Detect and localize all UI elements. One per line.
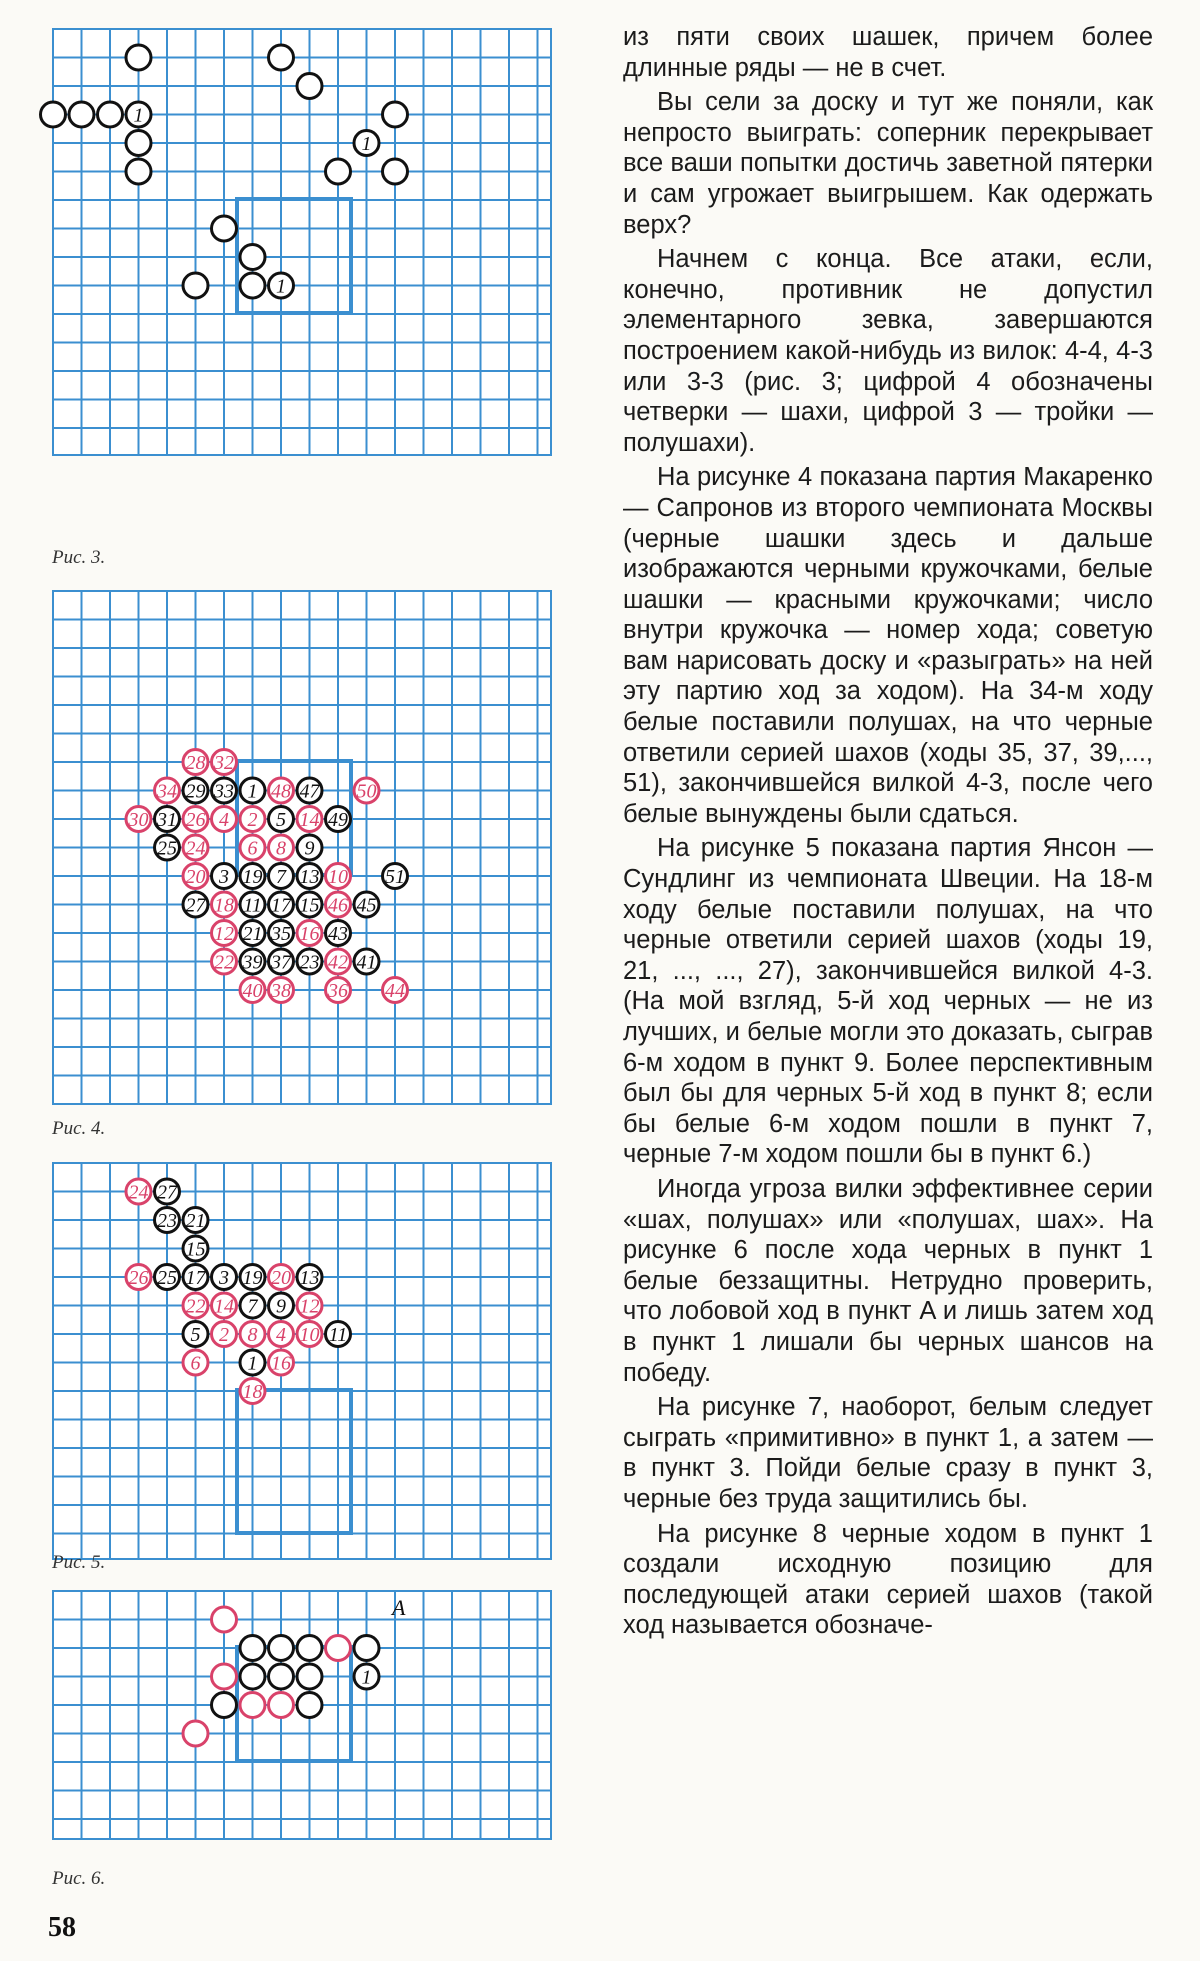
page-number: 58: [48, 1912, 76, 1943]
move-number: 5: [190, 1324, 201, 1346]
caption-fig5: Рис. 5.: [52, 1552, 106, 1573]
move-number: 46: [328, 894, 348, 917]
move-number: 47: [299, 780, 320, 803]
black-stone: [297, 1693, 322, 1718]
board-fig5: [52, 1162, 552, 1560]
move-number: 23: [157, 1210, 177, 1232]
move-number: 1: [133, 104, 144, 127]
board-fig3: [52, 28, 552, 456]
move-number: 5: [276, 809, 286, 831]
move-number: 28: [185, 752, 206, 774]
move-number: 4: [276, 1324, 286, 1346]
move-number: 16: [299, 923, 320, 945]
move-number: 30: [128, 809, 149, 831]
move-number: 8: [276, 837, 286, 860]
move-number: 22: [214, 951, 234, 974]
move-number: 50: [356, 780, 377, 803]
move-number: 9: [304, 837, 315, 860]
move-number: 35: [271, 923, 291, 945]
black-stone: [41, 102, 66, 127]
caption-fig4: Рис. 4.: [52, 1118, 106, 1139]
black-stone: [240, 1636, 265, 1661]
black-stone: [354, 1636, 379, 1661]
black-stone: [269, 1636, 294, 1661]
move-number: 1: [247, 780, 258, 803]
move-number: 8: [247, 1324, 258, 1346]
black-stone: [126, 45, 151, 70]
move-number: 40: [242, 980, 263, 1002]
move-number: 2: [247, 809, 258, 831]
move-number: 43: [328, 923, 348, 945]
move-number: 21: [242, 923, 263, 945]
board-fig3-stones: [52, 28, 550, 454]
move-number: 6: [247, 837, 258, 860]
move-number: 37: [271, 951, 291, 974]
paragraph: На рисунке 7, наоборот, белым следует сыграть «примитивно» в пункт 1, а затем — в пункт 3. Пойди белые сразу в пункт 3, черные без труда защитились бы.: [623, 1393, 1153, 1513]
move-number: 29: [185, 780, 206, 803]
black-stone: [69, 102, 94, 127]
move-number: 14: [299, 809, 320, 831]
move-number: 25: [157, 837, 177, 860]
black-stone: [269, 1664, 294, 1689]
paragraph: Вы сели за доску и тут же поняли, как непросто выиграть: соперник перекрывает все ваши попытки достичь заветной пятерки и сам угрожает выигрышем. Как одержать верх?: [623, 88, 1153, 239]
board-fig5-stones: [52, 1162, 550, 1558]
move-number: 31: [157, 809, 177, 831]
move-number: 13: [299, 866, 320, 888]
move-number: 38: [271, 980, 291, 1002]
move-number: 41: [356, 951, 377, 974]
black-stone: [212, 1693, 237, 1718]
paragraph: Иногда угроза вилки эффективнее серии «шах, полушах» или «полушах, шах». На рисунке 6 после хода черных в пункт 1 белые беззащитны. Нетрудно проверить, что лобовой ход в пункт A и лишь затем ход в пункт 1 лишали бы черных шансов на победу.: [623, 1174, 1153, 1387]
move-number: 39: [242, 951, 263, 974]
black-stone: [383, 102, 408, 127]
paragraph: На рисунке 5 показана партия Янсон — Сундлинг из чемпионата Швеции. На 18-м ходу белые поставили полушах, на что черные ответили серией шахов (ходы 19, 21, ..., ..., 27), закончившейся вилкой 4-3. (На мой взгляд, 5-й ход черных — не из лучших, и белые могли это доказать, сыграв 6-м ходом в пункт 9. Более перспективным был бы для черных 5-й ход в пункт 8; если бы белые 6-м ходом пошли в пункт 7, черные 7-м ходом пошли бы в пункт 6.): [623, 834, 1153, 1169]
move-number: 10: [328, 866, 348, 888]
move-number: 51: [385, 866, 405, 888]
black-stone: [240, 273, 265, 298]
move-number: 24: [128, 1181, 149, 1204]
paragraph: На рисунке 8 черные ходом в пункт 1 создали исходную позицию для последующей атаки серией шахов (такой ход называется обозначе-: [623, 1519, 1153, 1640]
move-number: 22: [185, 1295, 206, 1318]
move-number: 25: [157, 1267, 177, 1289]
move-number: 4: [219, 809, 229, 831]
move-number: 15: [185, 1238, 206, 1261]
move-number: 18: [214, 894, 234, 917]
move-number: 3: [219, 1267, 229, 1289]
black-stone: [212, 216, 237, 241]
move-number: 32: [214, 752, 234, 774]
black-stone: [126, 131, 151, 156]
black-stone: [326, 159, 351, 184]
move-number: 27: [185, 894, 206, 917]
move-number: 7: [276, 866, 286, 888]
black-stone: [297, 1664, 322, 1689]
move-number: 12: [214, 923, 234, 945]
red-stone: [212, 1664, 237, 1689]
paragraph: из пяти своих шашек, причем более длинные ряды — не в счет.: [623, 23, 1153, 82]
move-number: 3: [219, 866, 229, 888]
black-stone: [269, 45, 294, 70]
red-stone: [269, 1693, 294, 1718]
move-number: 45: [356, 894, 377, 917]
black-stone: [240, 1664, 265, 1689]
black-stone: [183, 273, 208, 298]
board-fig4: [52, 590, 552, 1105]
board-fig6: [52, 1590, 552, 1840]
move-number: 10: [299, 1324, 320, 1346]
move-number: 18: [242, 1381, 263, 1403]
move-number: 21: [185, 1210, 206, 1232]
move-number: 1: [276, 275, 286, 298]
black-stone: [383, 159, 408, 184]
black-stone: [297, 1636, 322, 1661]
move-number: 33: [214, 780, 234, 803]
article-text: [623, 22, 1153, 1645]
move-number: 16: [271, 1352, 291, 1375]
caption-fig6: Рис. 6.: [52, 1868, 106, 1889]
move-number: 44: [385, 980, 405, 1002]
board-fig4-stones: [52, 590, 550, 1103]
move-number: 17: [271, 894, 291, 917]
move-number: 34: [157, 780, 177, 803]
move-number: 11: [243, 894, 262, 917]
black-stone: [240, 245, 265, 270]
move-number: 14: [214, 1295, 234, 1318]
red-stone: [326, 1636, 351, 1661]
board-fig6-stones: [52, 1590, 550, 1838]
move-number: 49: [328, 809, 348, 831]
move-number: 24: [185, 837, 206, 860]
move-number: 27: [157, 1181, 177, 1204]
move-number: 15: [299, 894, 320, 917]
red-stone: [183, 1721, 208, 1746]
move-number: 42: [328, 951, 348, 974]
red-stone: [240, 1693, 265, 1718]
move-number: 48: [271, 780, 291, 803]
move-number: 11: [328, 1324, 348, 1346]
point-a-label: A: [392, 1595, 406, 1620]
move-number: 1: [361, 133, 372, 155]
move-number: 12: [299, 1295, 320, 1318]
move-number: 1: [247, 1352, 258, 1375]
move-number: 20: [185, 866, 206, 888]
move-number: 1: [361, 1666, 372, 1689]
caption-fig3: Рис. 3.: [52, 547, 106, 568]
black-stone: [126, 159, 151, 184]
red-stone: [212, 1607, 237, 1632]
move-number: 19: [242, 866, 263, 888]
move-number: 13: [299, 1267, 320, 1289]
move-number: 23: [299, 951, 320, 974]
paragraph: На рисунке 4 показана партия Макаренко — Сапронов из второго чемпионата Москвы (черные шашки здесь и дальше изображаются черными кружочками, белые шашки — красными кружочками; число внутри кружочка — номер хода; советую вам нарисовать доску и «разыграть» на ней эту партию ход за ходом). На 34-м ходу белые поставили полушах, на что черные ответили серией шахов (ходы 35, 37, 39,..., 51), закончившейся вилкой 4-3, после чего белые вынуждены были сдаться.: [623, 463, 1153, 828]
frame-square: [237, 1390, 351, 1533]
move-number: 2: [219, 1324, 229, 1346]
move-number: 26: [185, 809, 206, 831]
black-stone: [98, 102, 123, 127]
move-number: 17: [185, 1267, 206, 1289]
move-number: 19: [242, 1267, 263, 1289]
move-number: 36: [328, 980, 348, 1002]
move-number: 6: [190, 1352, 201, 1375]
move-number: 7: [247, 1295, 258, 1318]
move-number: 20: [271, 1267, 291, 1289]
paragraph: Начнем с конца. Все атаки, если, конечно, противник не допустил элементарного зевка, завершаются построением какой-нибудь из вилок: 4-4, 4-3 или 3-3 (рис. 3; цифрой 4 обозначены четверки — шахи, цифрой 3 — тройки — полушахи).: [623, 245, 1153, 457]
black-stone: [297, 74, 322, 99]
move-number: 26: [128, 1267, 149, 1289]
move-number: 9: [276, 1295, 286, 1318]
